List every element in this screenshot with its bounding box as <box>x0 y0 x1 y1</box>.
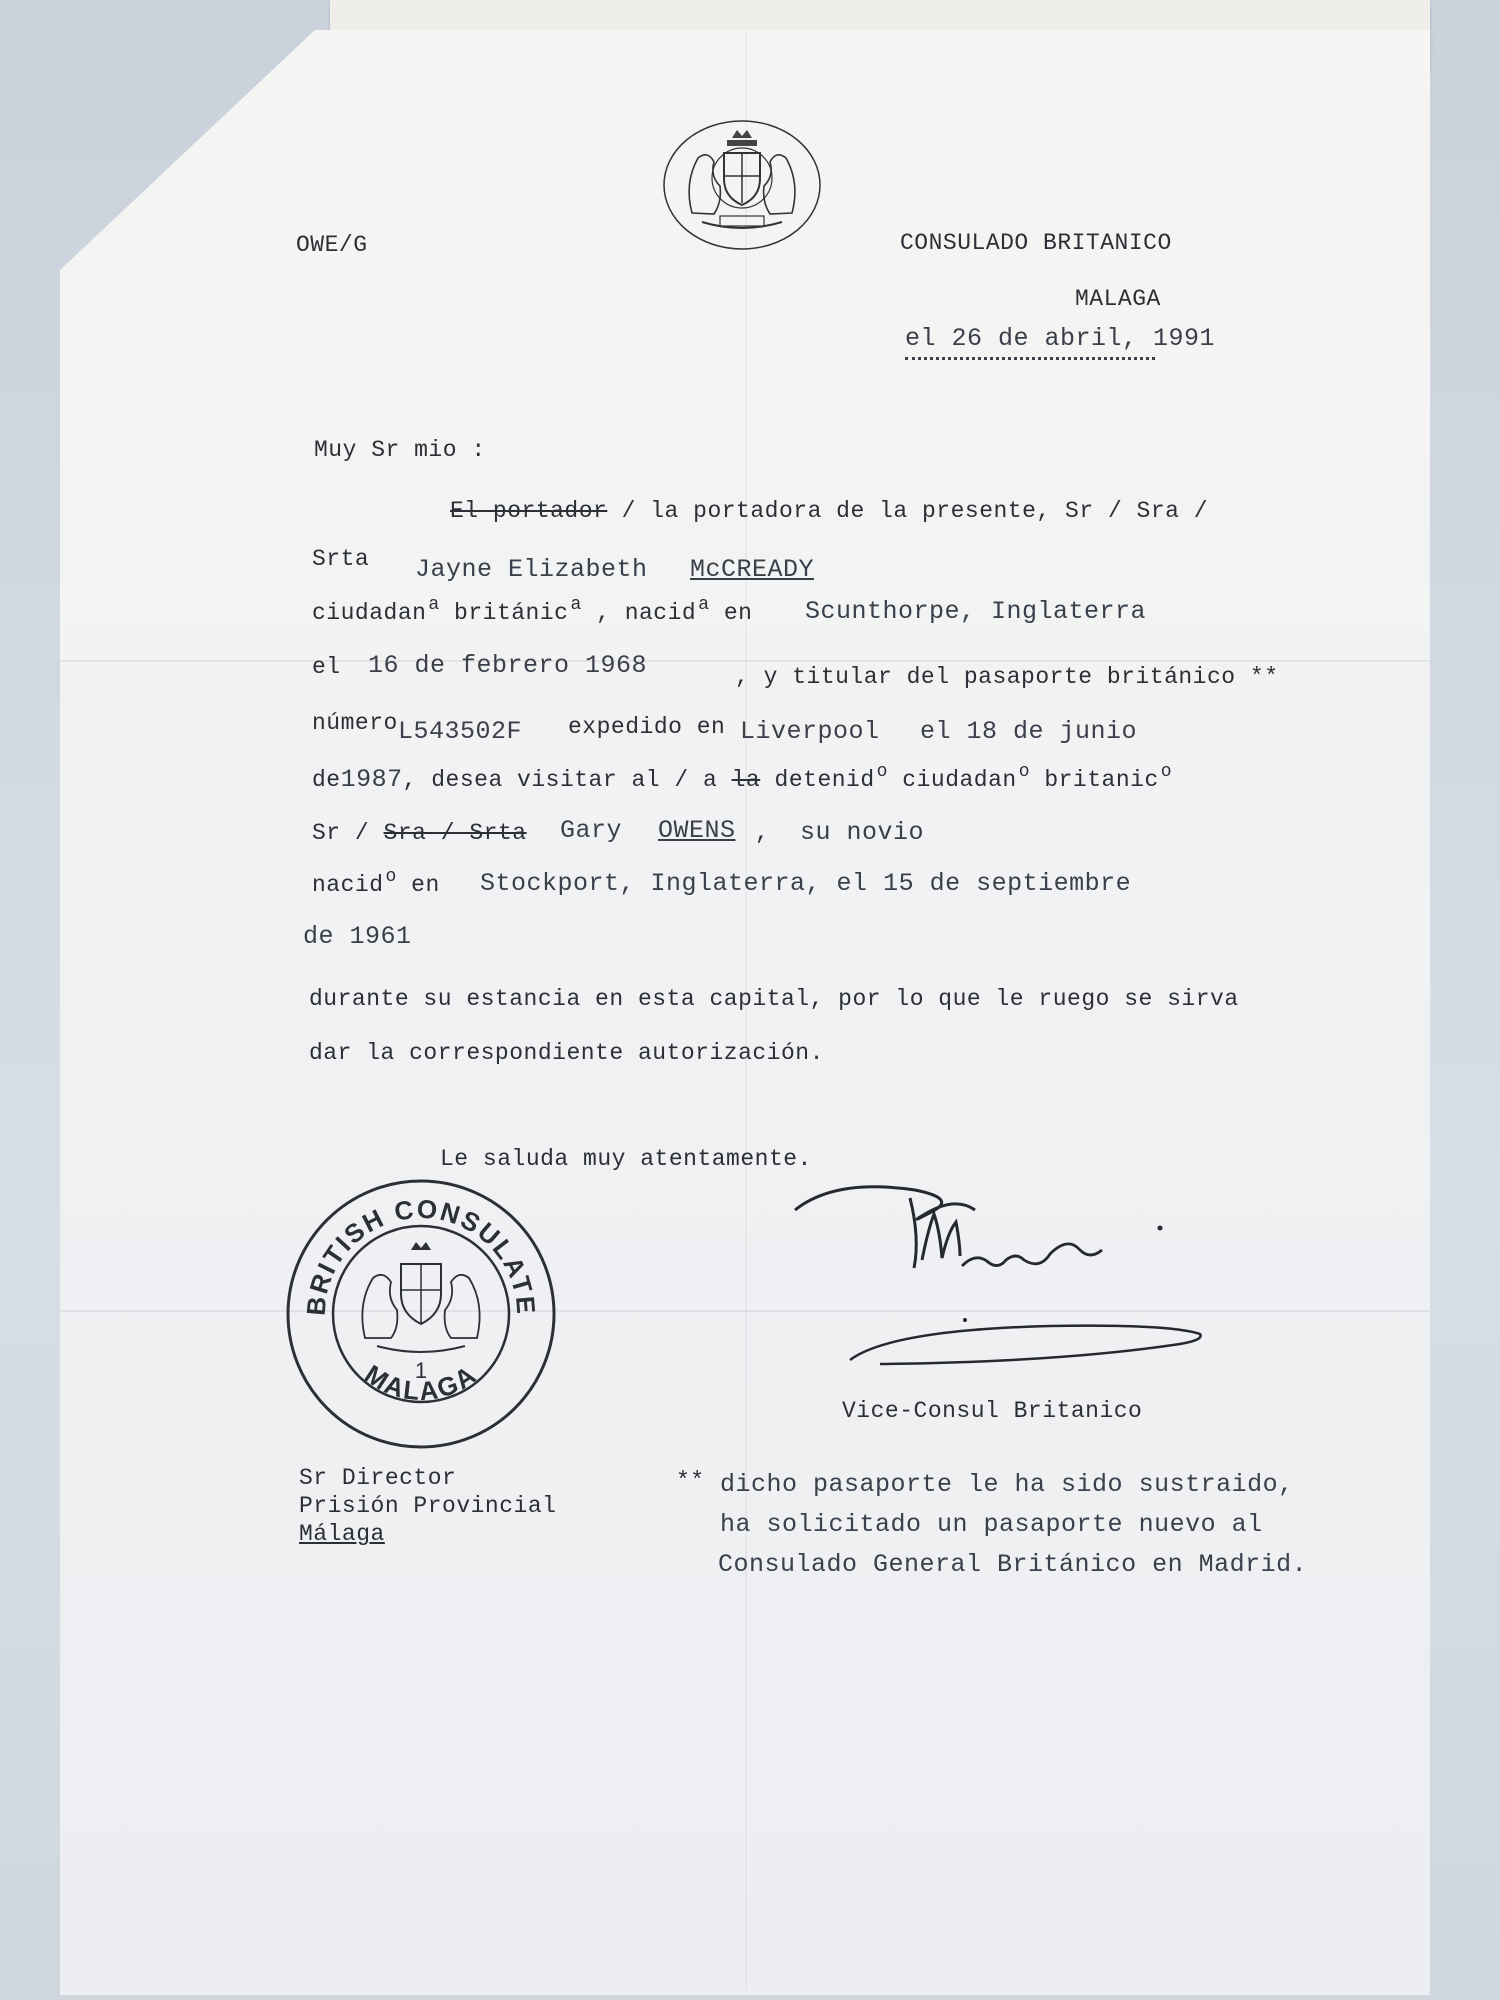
suffix-o: o <box>1160 762 1173 782</box>
suffix-o: o <box>1018 762 1031 782</box>
portadora-text: / la portadora de la presente, <box>621 498 1051 524</box>
bearer-birth-date: 16 de febrero 1968 <box>368 651 648 680</box>
detainee-surname: OWENS <box>658 816 736 845</box>
expedido-text: expedido en <box>568 714 726 740</box>
citizen-word: ciudadan <box>312 600 427 626</box>
passport-issue-place: Liverpool <box>740 717 880 746</box>
bearer-given-names: Jayne Elizabeth <box>415 555 648 584</box>
footnote-line-3: Consulado General Británico en Madrid. <box>718 1550 1308 1579</box>
city-heading: MALAGA <box>1075 286 1161 312</box>
relationship: su novio <box>800 818 925 847</box>
suffix-o: o <box>385 867 397 887</box>
date-dotted-line <box>905 357 1155 360</box>
detainee-birth-details: Stockport, Inglaterra, el 15 de septiembre <box>480 869 1132 898</box>
vice-consul-signature <box>790 1170 1230 1380</box>
bearer-birthplace: Scunthorpe, Inglaterra <box>805 597 1147 626</box>
body-line-1 <box>450 498 1208 524</box>
bearer-surname: McCREADY <box>690 555 815 584</box>
consulate-seal-icon <box>285 1178 557 1450</box>
body-line-4-rest <box>735 664 1279 690</box>
suffix-o: o <box>876 762 888 782</box>
recipient-line-2: Prisión Provincial <box>299 1493 557 1519</box>
title-sra: / Sra / <box>1107 498 1209 524</box>
royal-crest-icon <box>662 118 822 253</box>
passport-issue-year: 1987 <box>340 765 403 794</box>
body-line-8 <box>312 867 440 898</box>
seal-number: 1 <box>414 1358 428 1383</box>
footnote-asterisks: ** <box>1249 664 1279 690</box>
comma: , <box>755 820 770 846</box>
en-word: en <box>723 600 753 626</box>
struck-la: la <box>731 767 761 793</box>
citizen-word-2: ciudadan <box>902 767 1017 793</box>
passport-number: L543502F <box>398 717 523 746</box>
consulate-heading: CONSULADO BRITANICO <box>900 230 1172 256</box>
body-line-7 <box>312 820 527 846</box>
detained-word: detenid <box>774 767 875 793</box>
closing-text: Le saluda muy atentamente. <box>440 1146 812 1172</box>
el-word: el <box>312 654 341 680</box>
recipient-line-3: Málaga <box>299 1521 385 1547</box>
seal-top-text: BRITISH CONSULATE <box>300 1193 542 1317</box>
body-line-6 <box>312 762 1173 794</box>
en-word-2: en <box>411 872 440 898</box>
numero-word: número <box>312 710 398 736</box>
passport-holder-text: , y titular del pasaporte británico <box>735 664 1236 690</box>
letter-date: el 26 de abril, 1991 <box>905 324 1216 353</box>
reference-code: OWE/G <box>296 232 368 258</box>
seal-bottom-text: MALAGA <box>359 1358 483 1407</box>
footnote-marker: ** <box>676 1468 705 1494</box>
body-line-11: dar la correspondiente autorización. <box>309 1040 824 1066</box>
struck-sra-srta: Sra / Srta <box>383 820 527 846</box>
detainee-given-name: Gary <box>560 816 623 845</box>
title-sr-2: Sr / <box>312 820 370 846</box>
struck-portador: El portador <box>450 498 608 524</box>
title-srta: Srta <box>312 546 370 572</box>
a-word: a <box>702 767 718 793</box>
suffix-a: a <box>428 595 440 615</box>
british-word-2: britanic <box>1044 767 1159 793</box>
suffix-a: a <box>570 595 582 615</box>
body-line-3 <box>312 595 753 626</box>
salutation: Muy Sr mio : <box>314 437 486 463</box>
footnote-line-1: dicho pasaporte le ha sido sustraido, <box>720 1470 1294 1499</box>
passport-issue-date: el 18 de junio <box>920 717 1138 746</box>
born-word: , nacid <box>596 600 697 626</box>
born-word-2: nacid <box>312 872 384 898</box>
title-sr: Sr <box>1065 498 1094 524</box>
detainee-birth-year: de 1961 <box>303 922 412 951</box>
signatory-title: Vice-Consul Britanico <box>842 1398 1143 1424</box>
suffix-a: a <box>698 595 710 615</box>
visit-text: , desea visitar al / <box>402 767 689 793</box>
de-word: de <box>312 767 341 793</box>
british-word: británic <box>454 600 569 626</box>
footnote-line-2: ha solicitado un pasaporte nuevo al <box>720 1510 1263 1539</box>
body-line-10: durante su estancia en esta capital, por lo que le ruego se sirva <box>309 986 1239 1012</box>
recipient-line-1: Sr Director <box>299 1465 457 1491</box>
